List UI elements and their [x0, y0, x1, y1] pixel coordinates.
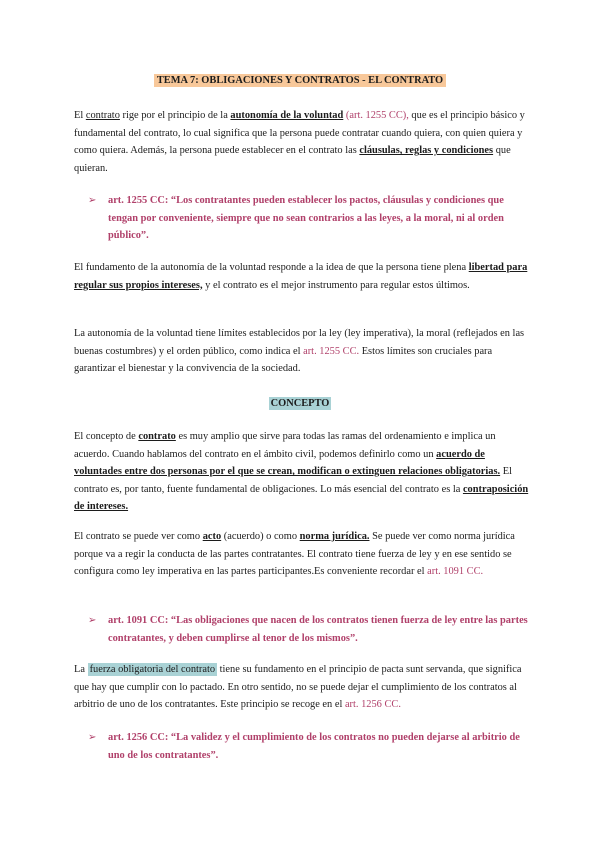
keyword-acto: acto [202, 531, 222, 542]
quote-art-1091 [88, 612, 528, 647]
paragraph-fuerza-obligatoria: La fuerza obligatoria del contrato tiene su fundamento en el principio de pacta sunt servanda, que significa que hay que cumplir con lo pactado. En otro sentido, no se puede dejar el cumplimiento de los contratos al arbitrio de uno de los contratantes. Este principio se recoge en el art. 1256 CC. [74, 664, 522, 711]
paragraph-autonomia: El contrato rige por el principio de la autonomía de la voluntad (art. 1255 CC), que es el principio básico y fundamental del contrato, lo cual significa que la persona puede contratar cuando quiera, con quien quiera y como quiera. Además, la persona puede establecer en el contrato las cláusulas, reglas y condiciones que quieran. [74, 110, 525, 174]
keyword-acuerdo: acuerdo de voluntades entre dos personas por el que se crean, modifican o extinguen relaciones obligatorias. [74, 448, 501, 478]
keyword-fuerza-obligatoria: fuerza obligatoria del contrato [89, 664, 216, 675]
keyword-contrato: contrato [85, 110, 120, 121]
quote-text: art. 1256 CC: “La validez y el cumplimiento de los contratos no pueden dejarse al arbitrio de uno de los contratantes”. [108, 732, 520, 761]
keyword-autonomia: autonomía de la voluntad [230, 110, 344, 121]
quote-text: art. 1091 CC: “Las obligaciones que nacen de los contratos tienen fuerza de ley entre las partes contratantes, y deben cumplirse al tenor de los mismos”. [108, 615, 528, 644]
paragraph-limites: La autonomía de la voluntad tiene límites establecidos por la ley (ley imperativa), la moral (reflejados en las buenas costumbres) y el orden público, como indica el art. 1255 CC. Estos límites son cruciales para garantizar el bienestar y la convivencia de la sociedad. [74, 328, 525, 375]
article-reference: art. 1256 CC. [344, 699, 401, 711]
keyword-norma: norma jurídica. [299, 531, 370, 542]
keyword-libertad: libertad para regular sus propios intereses, [74, 262, 528, 291]
section-heading-concepto [0, 395, 600, 412]
section-heading-text: CONCEPTO [270, 398, 330, 409]
keyword-contrato: contrato [138, 431, 176, 442]
paragraph-acto-norma: El contrato se puede ver como acto (acuerdo) o como norma jurídica. Se puede ver como norma jurídica porque va a regir la conducta de las partes contratantes. El contrato tiene fuerza de ley y en ese sentido se configura como ley imperativa en las partes participantes.Es conveniente recordar el art. 1091 CC. [74, 531, 515, 578]
article-reference: art. 1091 CC. [427, 566, 484, 578]
keyword-clausulas: cláusulas, reglas y condiciones [359, 145, 494, 157]
paragraph-concepto: El concepto de contrato es muy amplio que sirve para todas las ramas del ordenamiento e implica un acuerdo. Cuando hablamos del contrato en el ámbito civil, podemos definirlo como un acuerdo de voluntades entre dos personas por el que se crean, modifican o extinguen relaciones obligatorias. El contrato es, por tanto, fuente fundamental de obligaciones. Lo más esencial del contrato es la contraposición de intereses. [74, 431, 529, 513]
article-reference: (art. 1255 CC), [345, 110, 409, 121]
arrow-bullet-icon: ➢ [88, 615, 97, 626]
quote-art-1255 [88, 192, 528, 245]
article-reference: art. 1255 CC. [303, 345, 360, 357]
paragraph-fundamento: El fundamento de la autonomía de la voluntad responde a la idea de que la persona tiene plena libertad para regular sus propios intereses, y el contrato es el mejor instrumento para regular estos últimos. [74, 262, 528, 291]
page-title [0, 72, 600, 89]
arrow-bullet-icon: ➢ [88, 195, 97, 206]
quote-art-1256 [88, 729, 528, 764]
page-title-text: TEMA 7: OBLIGACIONES Y CONTRATOS - EL CONTRATO [154, 74, 446, 87]
arrow-bullet-icon: ➢ [88, 732, 97, 743]
quote-text: art. 1255 CC: “Los contratantes pueden establecer los pactos, cláusulas y condiciones que tengan por conveniente, siempre que no sean contrarios a las leyes, a la moral, ni al orden público”. [108, 195, 504, 242]
keyword-contraposicion: contraposición de intereses. [74, 483, 529, 513]
